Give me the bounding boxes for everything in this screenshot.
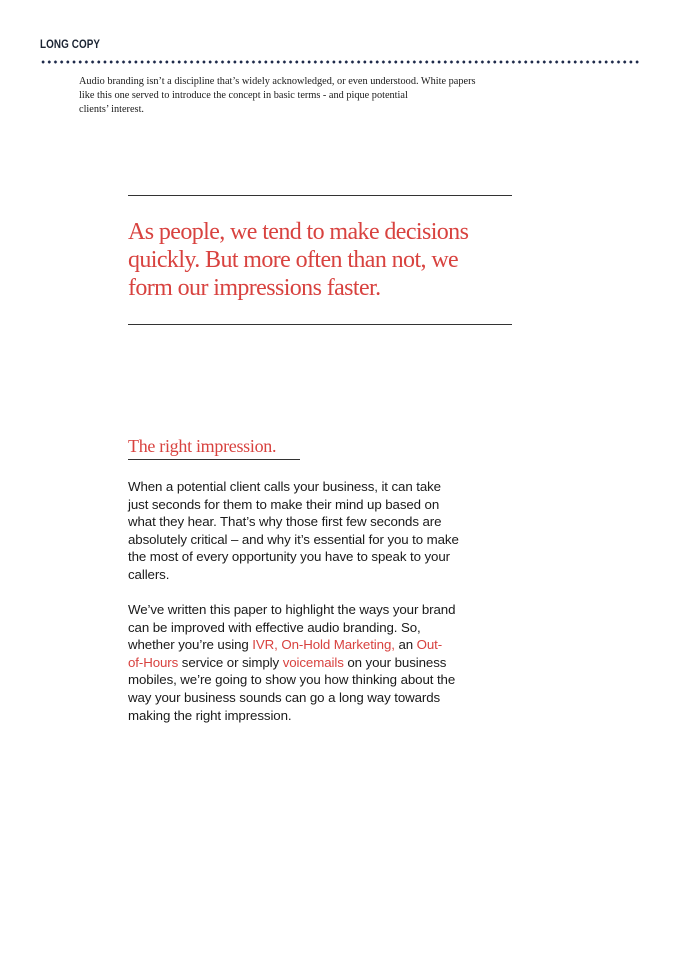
voicemails-link[interactable]: voicemails [282,654,344,670]
intro-line: Audio branding isn’t a discipline that’s widely acknowledged, or even understood. White papers [79,76,476,87]
body-paragraph-1 [128,478,528,584]
pullquote-line: form our impressions faster. [128,275,381,301]
body-paragraph-2 [128,601,528,724]
body-line: the most of every opportunity you have to speak to your [128,549,450,565]
pullquote-line: quickly. But more often than not, we [128,247,459,273]
ivr-onhold-link[interactable]: IVR, On-Hold Marketing, [252,637,395,653]
body-text: an [394,637,417,653]
out-of-hours-link[interactable]: of-Hours [128,654,179,670]
body-line: just seconds for them to make their mind up based on [128,496,440,512]
subheading: The right impression. [128,435,300,460]
body-text: service or simply [178,654,283,670]
out-of-hours-link[interactable]: Out- [416,637,443,653]
pullquote-bottom-rule [128,324,512,325]
body-line: making the right impression. [128,707,292,723]
intro-line: like this one served to introduce the concept in basic terms - and pique potential [79,90,408,101]
body-line: what they hear. That’s why those first few seconds are [128,514,442,530]
body-line: We’ve written this paper to highlight the ways your brand [128,602,456,617]
pullquote [128,218,528,302]
body-line [128,636,528,654]
body-line: callers. [128,566,170,582]
intro-line: clients’ interest. [79,104,144,115]
body-text: on your business [343,654,447,670]
body-line: mobiles, we’re going to show you how thinking about the [128,672,456,688]
body-text: whether you’re using [128,637,253,653]
body-line: way your business sounds can go a long way towards [128,689,441,705]
dotted-divider [40,60,640,64]
intro-caption [79,75,519,117]
body-line: absolutely critical – and why it’s essential for you to make [128,531,459,547]
pullquote-line: As people, we tend to make decisions [128,219,469,245]
section-label: LONG COPY [40,39,101,51]
body-line: When a potential client calls your business, it can take [128,479,441,494]
body-line: can be improved with effective audio branding. So, [128,619,421,635]
body-line [128,654,528,672]
pullquote-top-rule [128,195,512,196]
